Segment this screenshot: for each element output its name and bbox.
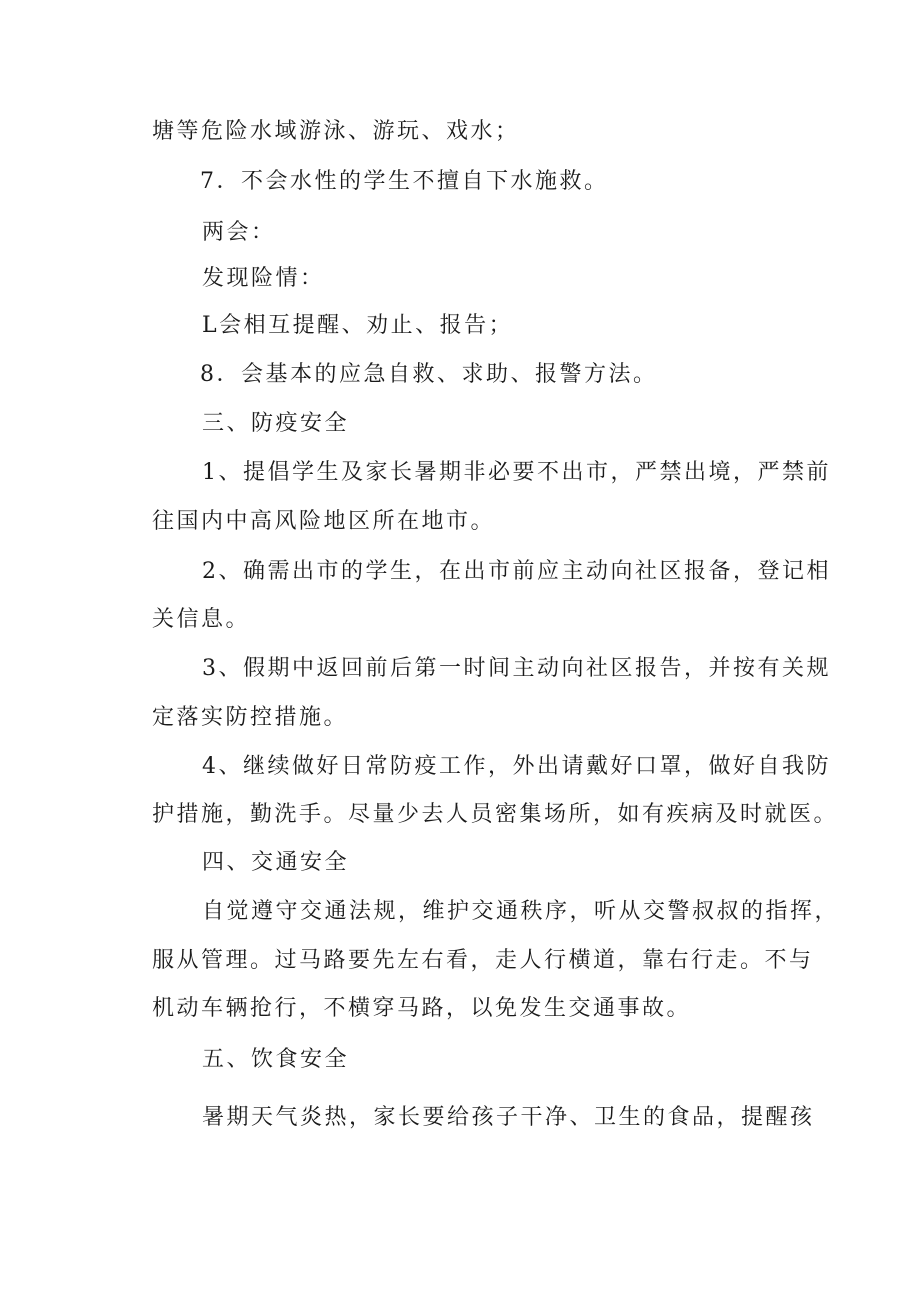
text-line-12: 3、假期中返回前后第一时间主动向社区报告，并按有关规 [202, 656, 831, 681]
text-line-14: 4、继续做好日常防疫工作，外出请戴好口罩，做好自我防 [202, 754, 831, 779]
text-line-19: 机动车辆抢行，不横穿马路，以免发生交通事故。 [152, 996, 692, 1021]
text-line-5: L会相互提醒、劝止、报告； [202, 313, 514, 338]
text-line-18: 服从管理。过马路要先左右看，走人行横道，靠右行走。不与 [152, 948, 814, 973]
section-heading-epidemic: 三、防疫安全 [202, 411, 350, 436]
section-heading-traffic: 四、交通安全 [202, 850, 350, 875]
text-line-21: 暑期天气炎热，家长要给孩子干净、卫生的食品，提醒孩 [202, 1105, 815, 1130]
text-line-2: 7．不会水性的学生不擅自下水施救。 [200, 169, 609, 194]
text-line-8: 1、提倡学生及家长暑期非必要不出市，严禁出境，严禁前 [202, 460, 831, 485]
text-line-9: 往国内中高风险地区所在地市。 [152, 509, 496, 534]
text-line-6: 8．会基本的应急自救、求助、报警方法。 [200, 362, 658, 387]
text-line-11: 关信息。 [152, 607, 251, 632]
text-line-15: 护措施，勤洗手。尽量少去人员密集场所，如有疾病及时就医。 [152, 802, 839, 827]
text-line-13: 定落实防控措施。 [152, 705, 349, 730]
text-line-10: 2、确需出市的学生，在出市前应主动向社区报备，登记相 [202, 559, 831, 584]
text-line-17: 自觉遵守交通法规，维护交通秩序，听从交警叔叔的指挥， [202, 899, 840, 924]
section-heading-food: 五、饮食安全 [202, 1047, 350, 1072]
text-line-3: 两会： [202, 220, 276, 245]
text-line-4: 发现险情： [202, 266, 325, 291]
text-line-1: 塘等危险水域游泳、游玩、戏水； [152, 119, 520, 144]
